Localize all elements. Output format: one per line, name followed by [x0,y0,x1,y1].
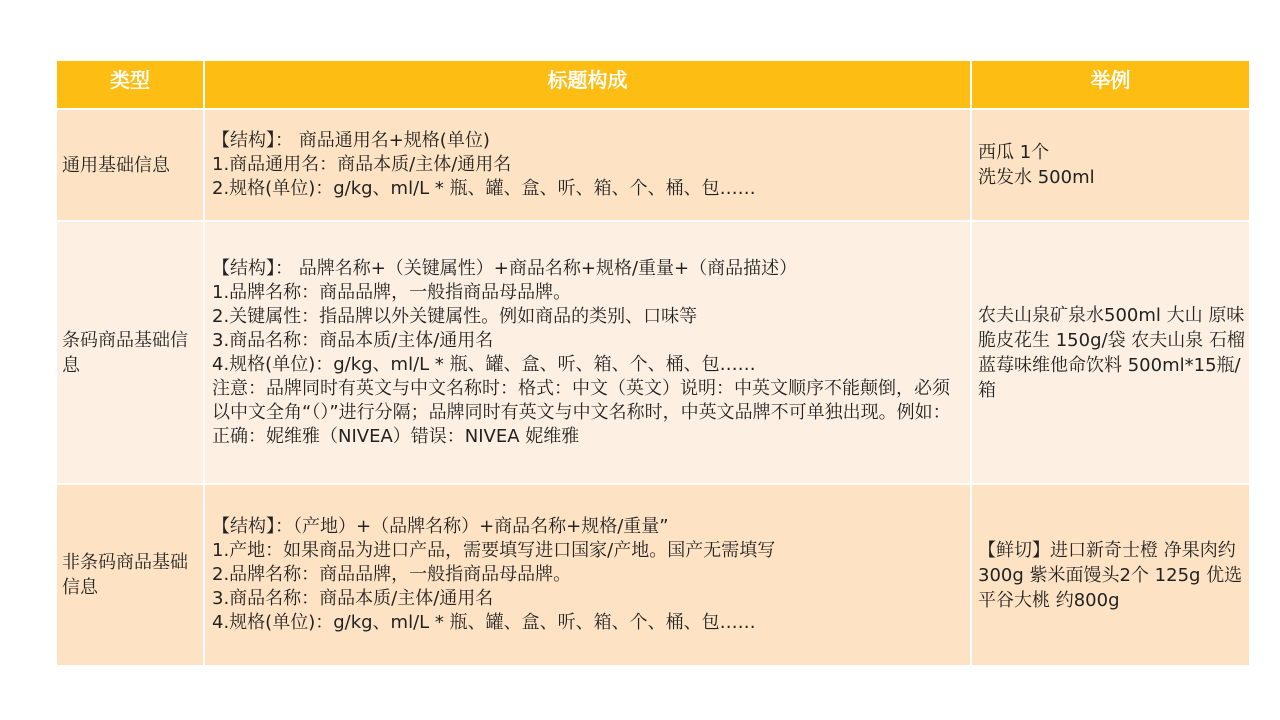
product-title-rules-table [55,59,1251,667]
example-text: 农夫山泉矿泉水500ml 大山 原味脆皮花生 150g/袋 农夫山泉 石榴蓝莓味维他命饮料 500ml*15瓶/箱 [978,304,1246,401]
structure-line: 2.品牌名称：商品品牌，一般指商品母品牌。 [212,564,572,585]
example-line: 洗发水 500ml [978,167,1095,188]
row-structure-cell [204,109,971,221]
row-type-cell: 非条码商品基础信息 [56,484,204,666]
example-line: 西瓜 1个 [978,142,1050,163]
row-example-cell [971,221,1250,484]
example-text: 【鲜切】进口新奇士橙 净果肉约300g 紫米面馒头2个 125g 优选平谷大桃 约800g [978,539,1243,611]
structure-line: 3.商品名称：商品本质/主体/通用名 [212,329,494,351]
header-type: 类型 [56,60,204,109]
row-structure-cell [204,221,971,484]
row-type-cell: 条码商品基础信息 [56,221,204,484]
table-row [56,221,1250,484]
header-example: 举例 [971,60,1250,109]
product-title-rules-table-wrapper [55,59,1249,667]
row-structure-cell [204,484,971,666]
header-structure: 标题构成 [204,60,971,109]
row-example-cell [971,484,1250,666]
structure-line: 1.商品通用名：商品本质/主体/通用名 [212,154,512,175]
structure-line: 1.品牌名称：商品品牌，一般指商品母品牌。 [212,281,572,303]
structure-line: 4.规格(单位)：g/kg、ml/L * 瓶、罐、盒、听、箱、个、桶、包…… [212,612,756,633]
structure-line: 【结构】： 品牌名称+（关键属性）+商品名称+规格/重量+（商品描述） [212,257,798,279]
structure-line: 3.商品名称：商品本质/主体/通用名 [212,588,494,609]
structure-line: 2.关键属性：指品牌以外关键属性。例如商品的类别、口味等 [212,305,698,327]
header-row [56,60,1250,109]
row-example-cell [971,109,1250,221]
table-row [56,484,1250,666]
structure-line: 1.产地：如果商品为进口产品，需要填写进口国家/产地。国产无需填写 [212,540,776,561]
row-type-cell: 通用基础信息 [56,109,204,221]
structure-line: 【结构】： 商品通用名+规格(单位) [212,130,490,151]
structure-line: 2.规格(单位)：g/kg、ml/L * 瓶、罐、盒、听、箱、个、桶、包…… [212,178,756,199]
table-row [56,109,1250,221]
structure-line: 【结构】：（产地）+（品牌名称）+商品名称+规格/重量” [212,516,669,537]
structure-line: 4.规格(单位)：g/kg、ml/L * 瓶、罐、盒、听、箱、个、桶、包…… [212,353,756,375]
structure-note: 注意：品牌同时有英文与中文名称时：格式：中文（英文）说明：中英文顺序不能颠倒，必须以中文全角“（）”进行分隔；品牌同时有英文与中文名称时，中英文品牌不可单独出现。例如：正确：妮维雅（NIVEA）错误：NIVEA 妮维雅 [212,377,951,447]
